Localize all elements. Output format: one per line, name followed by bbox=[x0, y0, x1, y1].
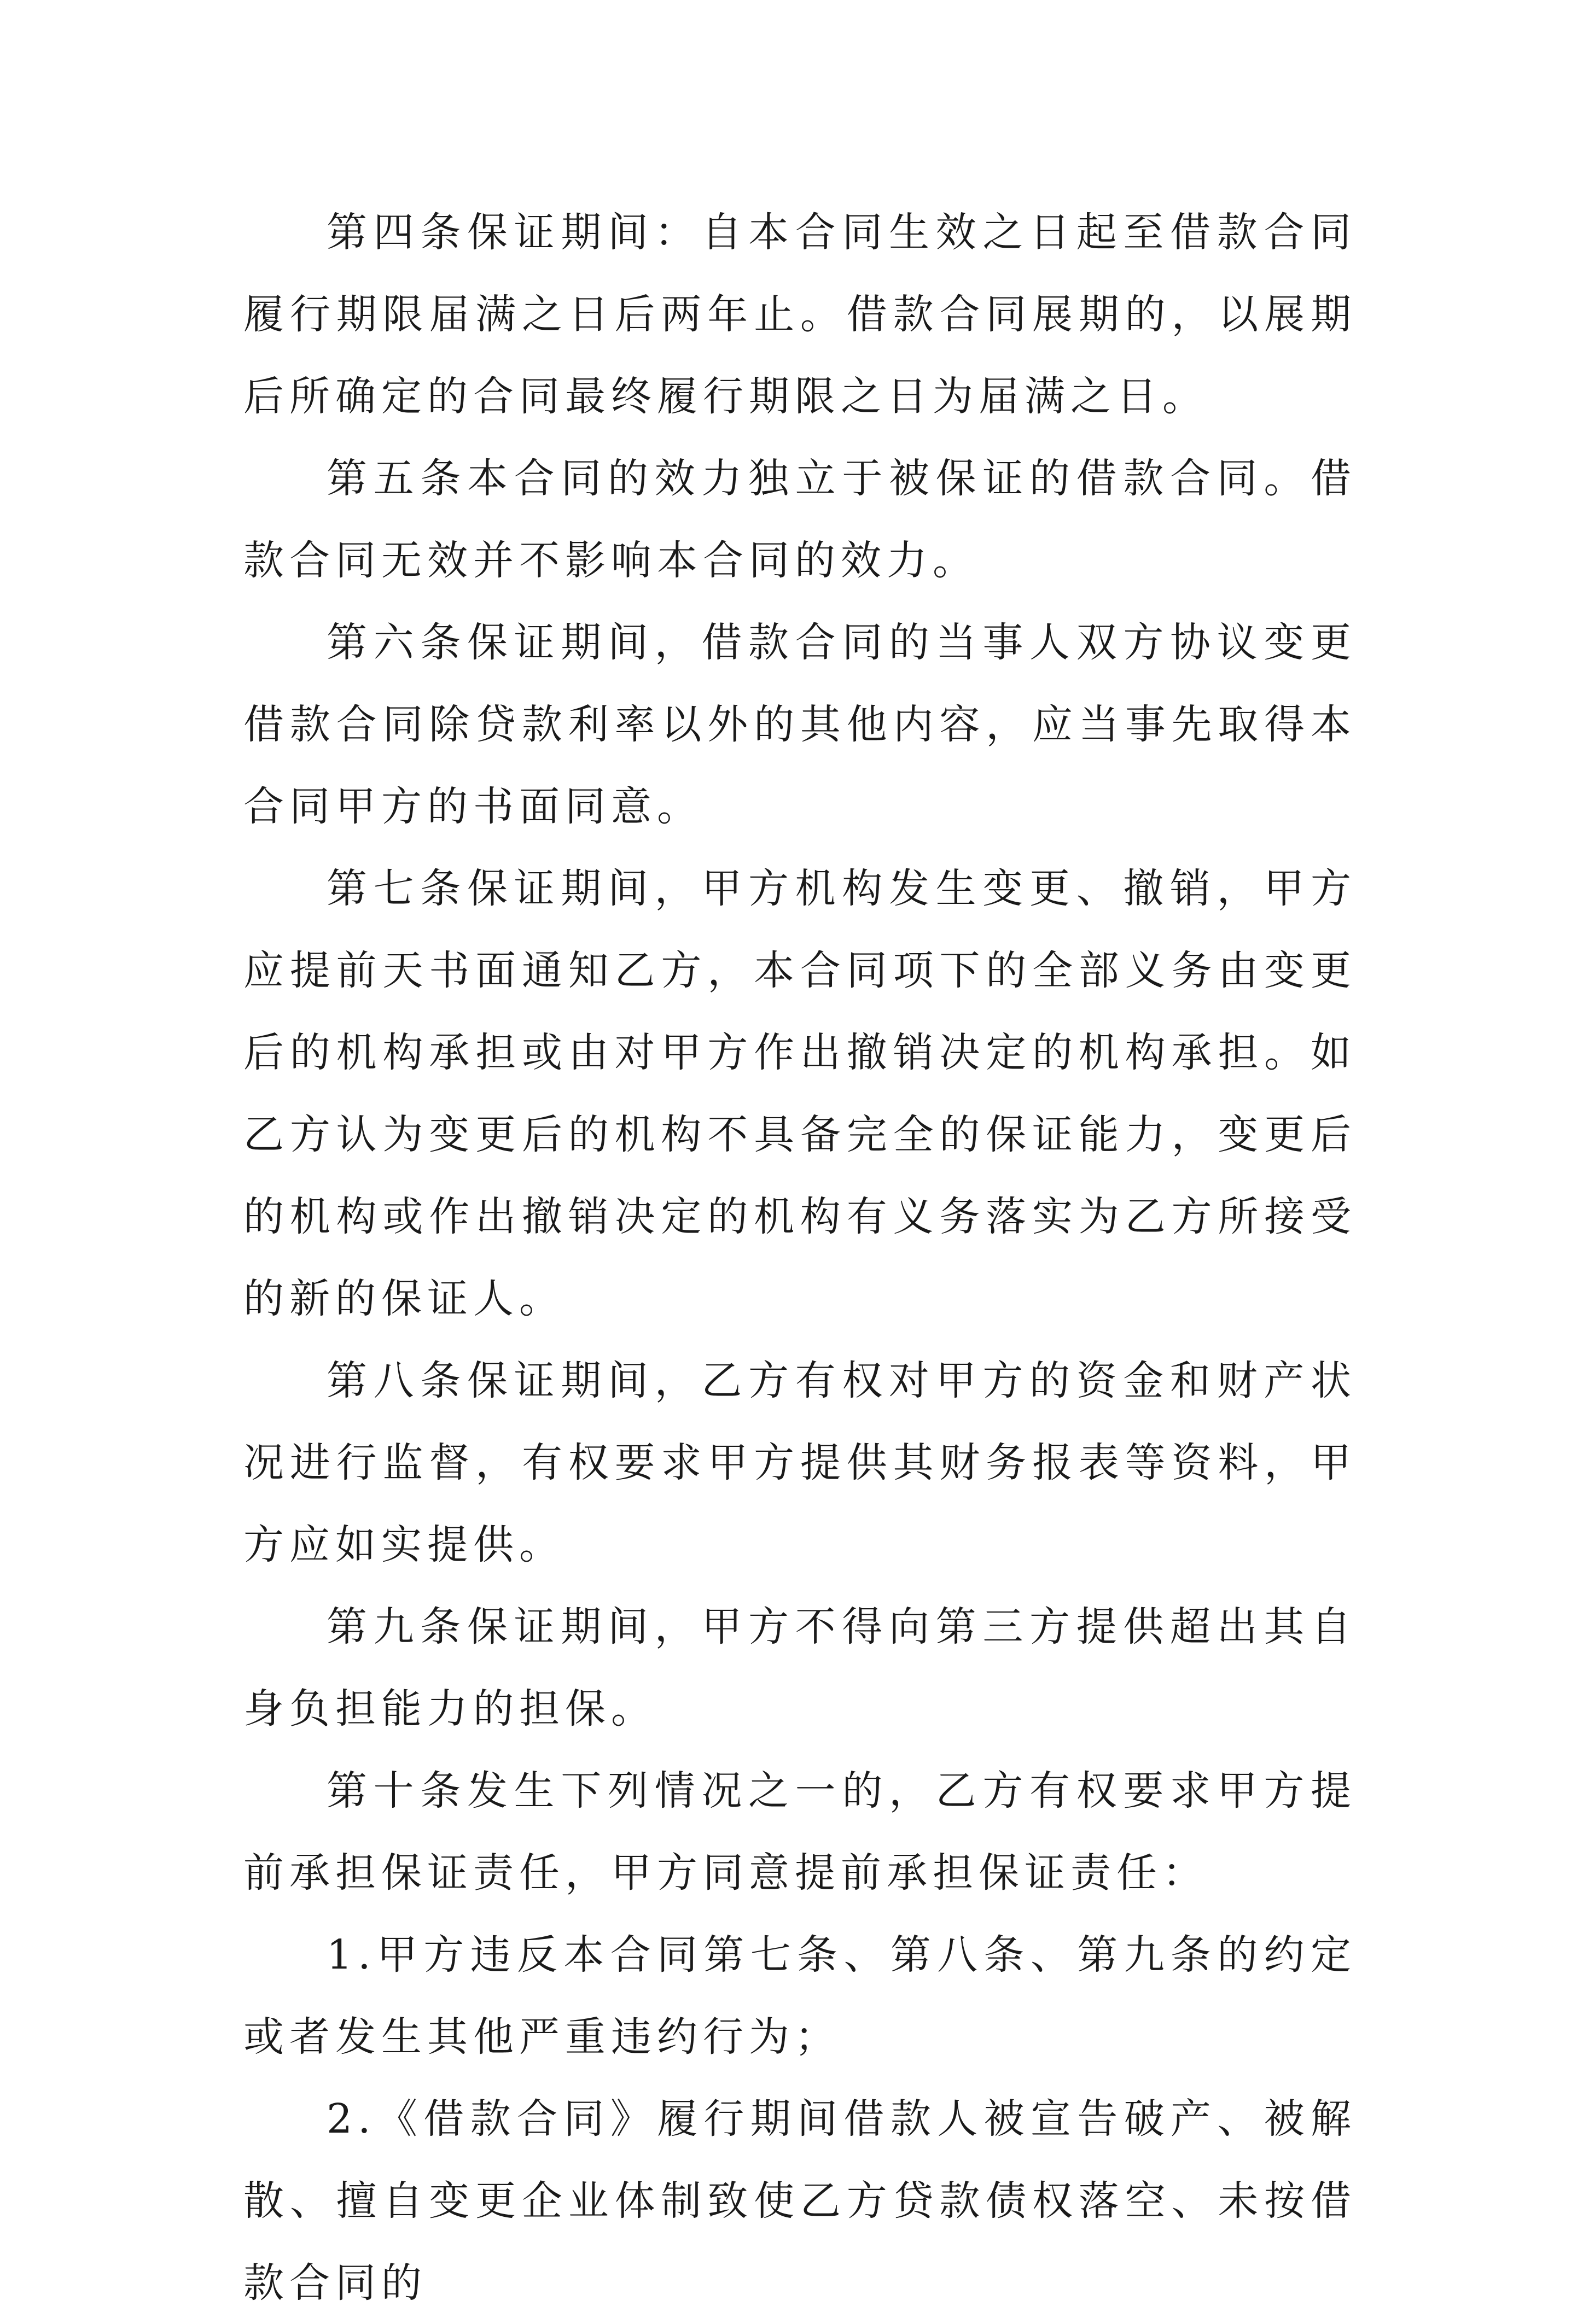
document-body bbox=[243, 191, 1357, 2324]
paragraph-article-6: 第六条保证期间，借款合同的当事人双方协议变更借款合同除贷款利率以外的其他内容，应当事先取得本合同甲方的书面同意。 bbox=[243, 619, 1357, 830]
paragraph-article-5: 第五条本合同的效力独立于被保证的借款合同。借款合同无效并不影响本合同的效力。 bbox=[243, 455, 1357, 584]
paragraph-article-7: 第七条保证期间，甲方机构发生变更、撤销，甲方应提前天书面通知乙方，本合同项下的全部义务由变更后的机构承担或由对甲方作出撤销决定的机构承担。如乙方认为变更后的机构不具备完全的保证能力，变更后的机构或作出撤销决定的机构有义务落实为乙方所接受的新的保证人。 bbox=[243, 865, 1357, 1322]
paragraph-article-4: 第四条保证期间：自本合同生效之日起至借款合同履行期限届满之日后两年止。借款合同展期的，以展期后所确定的合同最终履行期限之日为届满之日。 bbox=[243, 209, 1357, 420]
list-item-2: 2.《借款合同》履行期间借款人被宣告破产、被解散、擅自变更企业体制致使乙方贷款债权落空、未按借款合同的 bbox=[243, 2095, 1357, 2307]
paragraph-article-10: 第十条发生下列情况之一的，乙方有权要求甲方提前承担保证责任，甲方同意提前承担保证责任： bbox=[243, 1767, 1357, 1896]
paragraph-article-9: 第九条保证期间，甲方不得向第三方提供超出其自身负担能力的担保。 bbox=[243, 1603, 1357, 1732]
paragraph-article-8: 第八条保证期间，乙方有权对甲方的资金和财产状况进行监督，有权要求甲方提供其财务报表等资料，甲方应如实提供。 bbox=[243, 1357, 1357, 1568]
list-item-1: 1.甲方违反本合同第七条、第八条、第九条的约定或者发生其他严重违约行为； bbox=[243, 1931, 1357, 2060]
